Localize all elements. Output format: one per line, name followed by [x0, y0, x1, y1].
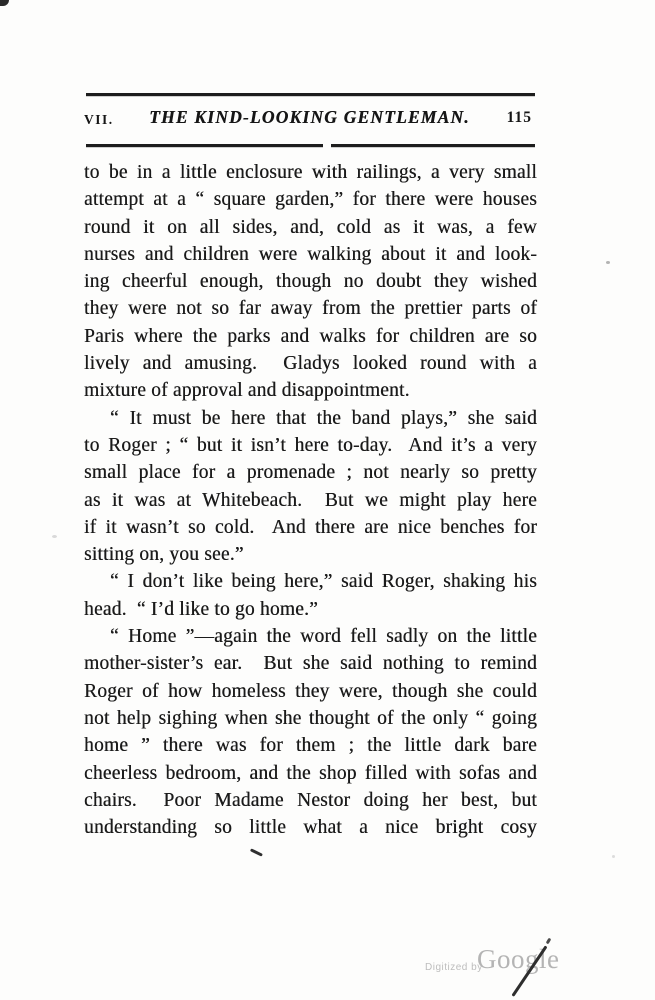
text-line: “ It must be here that the band plays,” she said — [110, 407, 537, 429]
header-rule-bottom-left — [86, 144, 323, 147]
text-line: Roger of how homeless they were, though she could — [84, 680, 537, 702]
text-line: they were not so far away from the prettier parts of — [84, 298, 537, 320]
text-line: as it was at Whitebeach. But we might play here — [84, 489, 537, 511]
page-number: 115 — [506, 109, 532, 126]
digitized-watermark — [425, 946, 625, 996]
text-line: to be in a little enclosure with railings, a very small — [84, 162, 537, 183]
text-line: round it on all sides, and, cold as it was, a few — [84, 216, 537, 238]
text-line: understanding so little what a nice bright cosy — [84, 817, 537, 839]
text-line: if it wasn’t so cold. And there are nice benches for — [84, 516, 537, 538]
text-line: mixture of approval and disappointment. — [84, 380, 410, 402]
text-line: chairs. Poor Madame Nestor doing her best, but — [84, 789, 537, 811]
text-line: mother-sister’s ear. But she said nothing to remind — [84, 653, 537, 675]
text-line: ing cheerful enough, though no doubt they wished — [84, 271, 537, 293]
text-line: sitting on, you see.” — [84, 544, 244, 566]
scan-corner-artifact — [0, 0, 9, 6]
scan-tick-artifact — [250, 848, 263, 856]
chapter-label: VII. — [84, 112, 114, 127]
watermark-prefix-label: Digitized by — [425, 962, 483, 973]
scan-speck — [52, 535, 57, 538]
text-line: attempt at a “ square garden,” for there were houses — [84, 189, 537, 211]
text-line: cheerless bedroom, and the shop filled with sofas and — [84, 762, 537, 784]
text-line: nurses and children were walking about it and look- — [84, 243, 537, 265]
text-line: small place for a promenade ; not nearly so pretty — [84, 462, 537, 484]
text-line: “ I don’t like being here,” said Roger, shaking his — [110, 571, 537, 593]
text-line: lively and amusing. Gladys looked round with a — [84, 353, 537, 375]
text-line: head. “ I’d like to go home.” — [84, 598, 318, 620]
text-line: “ Home ”—again the word fell sadly on the little — [110, 626, 537, 648]
text-line: to Roger ; “ but it isn’t here to-day. And it’s a very — [84, 434, 537, 456]
text-line: home ” there was for them ; the little dark bare — [84, 735, 537, 757]
text-line: Paris where the parks and walks for children are so — [84, 325, 537, 347]
header-rule-top — [86, 93, 535, 96]
text-line: not help sighing when she thought of the only “ going — [84, 707, 537, 729]
running-title: THE KIND-LOOKING GENTLEMAN. — [149, 107, 470, 127]
page-header — [84, 107, 535, 133]
body-text — [84, 159, 537, 841]
header-rule-bottom-right — [331, 144, 535, 147]
scan-speck — [612, 855, 615, 858]
scan-speck — [606, 261, 610, 264]
google-logo: Google — [477, 944, 560, 974]
